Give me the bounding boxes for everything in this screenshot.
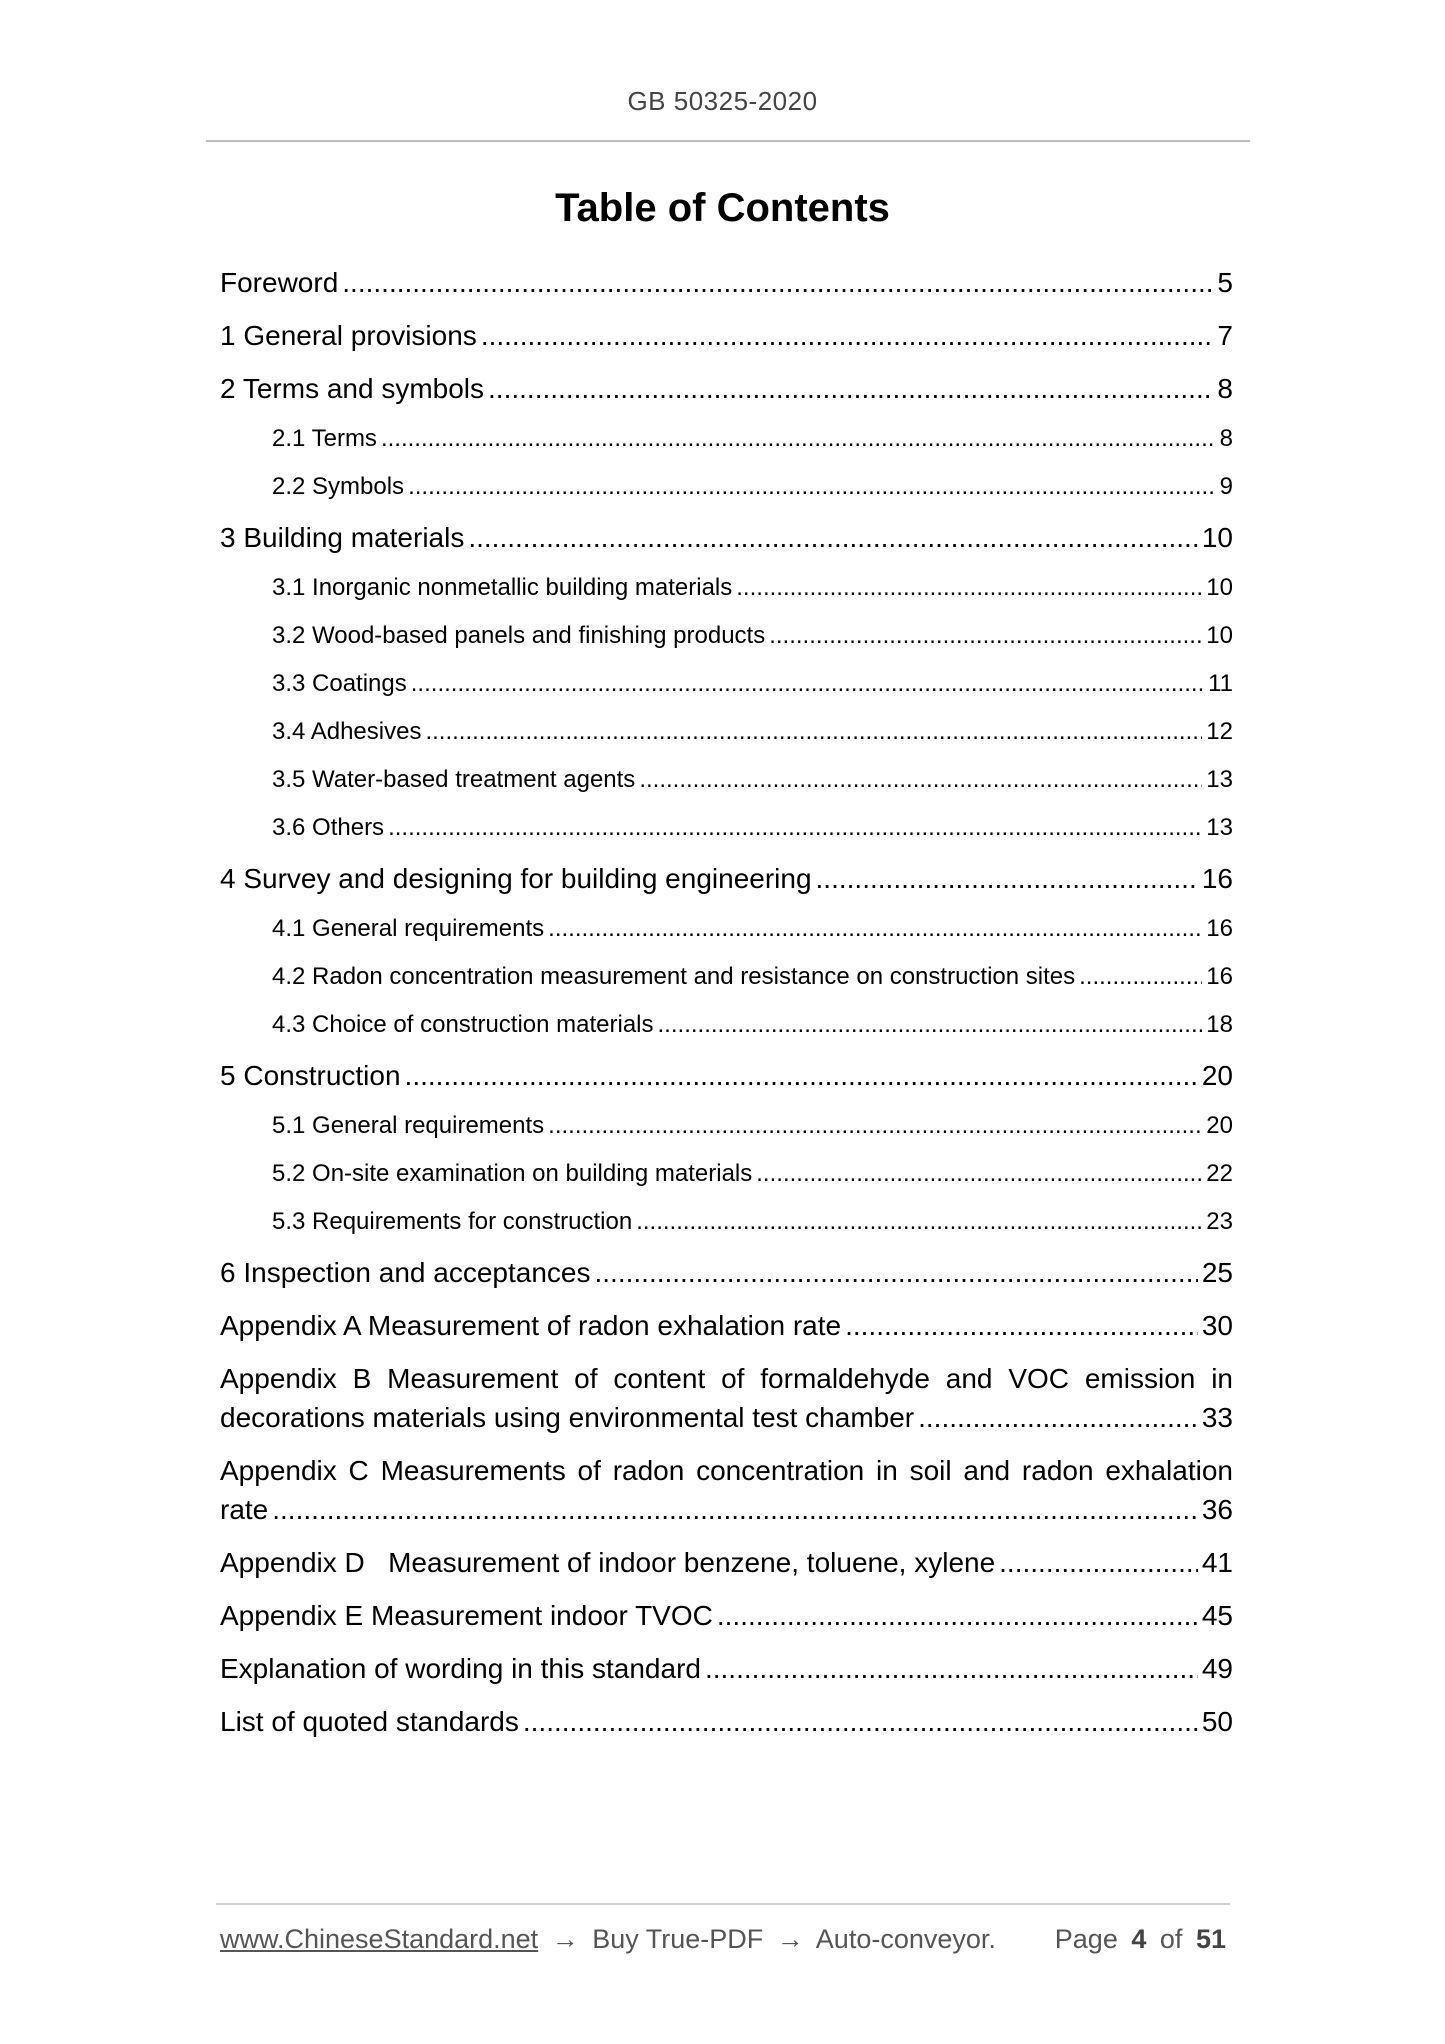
toc-entry-section-3-3[interactable] xyxy=(220,660,1233,708)
toc-entry-label: Appendix E Measurement indoor TVOC xyxy=(220,1600,713,1631)
page-footer xyxy=(220,1924,1232,1955)
toc-entry-section-3-6[interactable] xyxy=(220,804,1233,852)
toc-entry-page: 8 xyxy=(1217,373,1233,404)
toc-entry-section-3-2[interactable] xyxy=(220,612,1233,660)
toc-entry-page: 45 xyxy=(1201,1600,1233,1631)
page-indicator xyxy=(1055,1924,1232,1955)
toc-entry-section-3-4[interactable] xyxy=(220,708,1233,756)
toc-entry-page: 5 xyxy=(1217,267,1233,298)
toc-leader-dots xyxy=(408,463,1216,511)
toc-leader-dots xyxy=(481,309,1214,362)
toc-entry-label: 3.1 Inorganic nonmetallic building materials xyxy=(272,574,733,601)
toc-entry-section-4-3[interactable] xyxy=(220,1001,1233,1049)
toc-entry-label: 4.3 Choice of construction materials xyxy=(272,1011,654,1038)
toc-entry-label: 2.1 Terms xyxy=(272,425,377,452)
current-page-number: 4 xyxy=(1131,1924,1147,1954)
toc-entry-appendix-b[interactable] xyxy=(220,1352,1233,1444)
toc-leader-dots xyxy=(405,1049,1198,1102)
toc-entry-label: 4.2 Radon concentration measurement and resistance on construction sites xyxy=(272,963,1076,990)
toc-entry-label: 6 Inspection and acceptances xyxy=(220,1257,591,1288)
toc-entry-page: 22 xyxy=(1206,1160,1233,1187)
toc-entry-page: 13 xyxy=(1206,766,1233,793)
toc-leader-dots xyxy=(1079,953,1202,1001)
toc-leader-dots xyxy=(272,1490,1198,1529)
toc-entry-chapter-3[interactable] xyxy=(220,511,1233,564)
toc-entry-label: 3.4 Adhesives xyxy=(272,718,422,745)
toc-entry-page: 36 xyxy=(1201,1494,1233,1525)
toc-entry-label-line2: rate xyxy=(220,1494,269,1525)
toc-entry-chapter-1[interactable] xyxy=(220,309,1233,362)
toc-entry-page: 11 xyxy=(1208,670,1233,697)
toc-entry-page: 41 xyxy=(1201,1547,1233,1578)
toc-leader-dots xyxy=(658,1001,1203,1049)
buy-true-pdf-text: Buy True-PDF xyxy=(592,1924,764,1954)
total-page-count: 51 xyxy=(1195,1924,1226,1954)
toc-entry-page: 25 xyxy=(1201,1257,1233,1288)
toc-leader-dots xyxy=(639,756,1202,804)
toc-entry-explanation-of-wording[interactable] xyxy=(220,1642,1233,1695)
toc-entry-page: 16 xyxy=(1206,963,1233,990)
toc-entry-appendix-e[interactable] xyxy=(220,1589,1233,1642)
toc-entry-label: 2 Terms and symbols xyxy=(220,373,485,404)
toc-leader-dots xyxy=(425,708,1202,756)
toc-entry-section-2-1[interactable] xyxy=(220,415,1233,463)
toc-entry-label-line2: decorations materials using environmental test chamber xyxy=(220,1402,915,1433)
toc-entry-label: 5 Construction xyxy=(220,1060,401,1091)
toc-entry-label: Appendix A Measurement of radon exhalation rate xyxy=(220,1310,842,1341)
toc-leader-dots xyxy=(999,1536,1198,1589)
footer-divider xyxy=(216,1903,1230,1905)
toc-entry-page: 50 xyxy=(1201,1706,1233,1737)
toc-entry-page: 18 xyxy=(1206,1011,1233,1038)
toc-leader-dots xyxy=(488,362,1213,415)
toc-entry-line2 xyxy=(220,1398,1233,1437)
toc-entry-page: 49 xyxy=(1201,1653,1233,1684)
toc-leader-dots xyxy=(918,1398,1198,1437)
toc-leader-dots xyxy=(594,1246,1197,1299)
toc-entry-chapter-5[interactable] xyxy=(220,1049,1233,1102)
toc-entry-label: 5.2 On-site examination on building materials xyxy=(272,1160,753,1187)
toc-entry-label: Explanation of wording in this standard xyxy=(220,1653,701,1684)
toc-entry-chapter-2[interactable] xyxy=(220,362,1233,415)
toc-entry-chapter-6[interactable] xyxy=(220,1246,1233,1299)
toc-leader-dots xyxy=(548,905,1202,953)
toc-entry-page: 23 xyxy=(1206,1208,1233,1235)
toc-entry-page: 16 xyxy=(1206,915,1233,942)
toc-entry-label: 5.1 General requirements xyxy=(272,1112,545,1139)
arrow-right-icon: → xyxy=(776,1924,804,1954)
toc-entry-appendix-c[interactable] xyxy=(220,1444,1233,1536)
toc-entry-quoted-standards[interactable] xyxy=(220,1695,1233,1748)
toc-entry-label: 4.1 General requirements xyxy=(272,915,545,942)
toc-leader-dots xyxy=(845,1299,1198,1352)
toc-entry-label-line1: Appendix B Measurement of content of formaldehyde and VOC emission in xyxy=(220,1363,1233,1394)
toc-entry-label: 3 Building materials xyxy=(220,522,465,553)
toc-entry-label: 4 Survey and designing for building engineering xyxy=(220,863,812,894)
toc-entry-chapter-4[interactable] xyxy=(220,852,1233,905)
toc-entry-page: 10 xyxy=(1206,574,1233,601)
toc-entry-page: 16 xyxy=(1201,863,1233,894)
toc-entry-page: 20 xyxy=(1206,1112,1233,1139)
toc-entry-section-5-1[interactable] xyxy=(220,1102,1233,1150)
toc-entry-appendix-d[interactable] xyxy=(220,1536,1233,1589)
toc-entry-label: 5.3 Requirements for construction xyxy=(272,1208,633,1235)
toc-entry-section-2-2[interactable] xyxy=(220,463,1233,511)
toc-entry-page: 13 xyxy=(1206,814,1233,841)
toc-entry-line2 xyxy=(220,1490,1233,1529)
toc-leader-dots xyxy=(705,1642,1198,1695)
toc-entry-page: 8 xyxy=(1219,425,1233,452)
toc-leader-dots xyxy=(388,804,1202,852)
toc-entry-section-4-1[interactable] xyxy=(220,905,1233,953)
toc-leader-dots xyxy=(736,564,1202,612)
toc-entry-page: 33 xyxy=(1201,1402,1233,1433)
arrow-right-icon: → xyxy=(551,1924,579,1954)
toc-entry-section-3-5[interactable] xyxy=(220,756,1233,804)
toc-entry-label-line1: Appendix C Measurements of radon concentration in soil and radon exhalation xyxy=(220,1455,1233,1486)
toc-entry-foreword[interactable] xyxy=(220,256,1233,309)
table-of-contents xyxy=(220,256,1233,1748)
toc-leader-dots xyxy=(756,1150,1202,1198)
toc-leader-dots xyxy=(381,415,1216,463)
toc-leader-dots xyxy=(717,1589,1198,1642)
toc-leader-dots xyxy=(816,852,1198,905)
toc-leader-dots xyxy=(636,1198,1202,1246)
toc-leader-dots xyxy=(342,256,1213,309)
toc-leader-dots xyxy=(411,660,1204,708)
toc-entry-section-3-1[interactable] xyxy=(220,564,1233,612)
of-word: of xyxy=(1159,1924,1183,1954)
standard-code-header: GB 50325-2020 xyxy=(627,86,818,116)
toc-entry-page: 7 xyxy=(1217,320,1233,351)
toc-entry-label: 3.2 Wood-based panels and finishing products xyxy=(272,622,766,649)
toc-entry-page: 9 xyxy=(1219,473,1233,500)
page-word: Page xyxy=(1054,1924,1118,1954)
toc-entry-label: 3.6 Others xyxy=(272,814,385,841)
toc-entry-page: 12 xyxy=(1206,718,1233,745)
toc-entry-label: Foreword xyxy=(220,267,339,298)
toc-entry-page: 10 xyxy=(1206,622,1233,649)
toc-leader-dots xyxy=(548,1102,1202,1150)
toc-entry-label: 1 General provisions xyxy=(220,320,477,351)
toc-entry-label: 2.2 Symbols xyxy=(272,473,405,500)
toc-entry-label: 3.3 Coatings xyxy=(272,670,407,697)
toc-leader-dots xyxy=(468,511,1198,564)
toc-entry-label: List of quoted standards xyxy=(220,1706,519,1737)
toc-entry-label: 3.5 Water-based treatment agents xyxy=(272,766,636,793)
website-link[interactable]: www.ChineseStandard.net xyxy=(220,1924,539,1954)
toc-entry-section-5-3[interactable] xyxy=(220,1198,1233,1246)
toc-entry-label: Appendix D Measurement of indoor benzene, toluene, xylene xyxy=(220,1547,996,1578)
toc-entry-appendix-a[interactable] xyxy=(220,1299,1233,1352)
toc-entry-section-5-2[interactable] xyxy=(220,1150,1233,1198)
toc-leader-dots xyxy=(769,612,1202,660)
toc-entry-section-4-2[interactable] xyxy=(220,953,1233,1001)
toc-entry-page: 10 xyxy=(1201,522,1233,553)
header-divider xyxy=(206,140,1250,142)
page-title: Table of Contents xyxy=(555,186,890,230)
toc-entry-page: 20 xyxy=(1201,1060,1233,1091)
toc-leader-dots xyxy=(523,1695,1198,1748)
toc-entry-page: 30 xyxy=(1201,1310,1233,1341)
footer-left xyxy=(220,1924,996,1955)
auto-conveyor-text: Auto-conveyor. xyxy=(815,1924,996,1954)
